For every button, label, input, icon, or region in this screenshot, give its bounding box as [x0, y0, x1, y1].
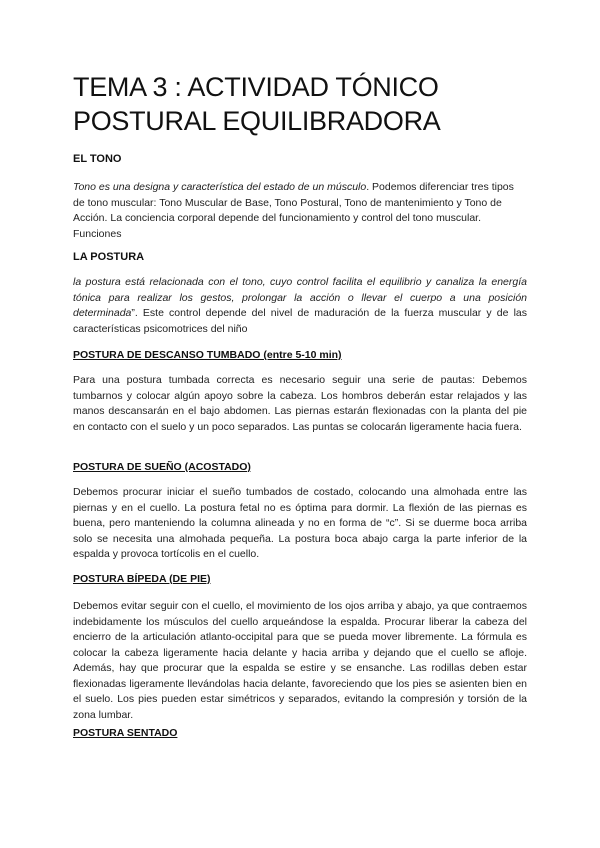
subheading-sentado: POSTURA SENTADO: [73, 727, 178, 739]
paragraph-sueno: Debemos procurar iniciar el sueño tumbados de costado, colocando una almohada entre las piernas y en el cuello. La postura fetal no es óptima para dormir. La flexión de las piernas es buena, pero manteniendo la columna alineada y no en forma de “c”. Si se duerme boca arriba solo se necesita una almohada pequeña. La postura boca abajo carga la parte inferior de la espalda y provoca tortícolis en el cuello.: [73, 486, 527, 560]
paragraph-descanso: Para una postura tumbada correcta es necesario seguir una serie de pautas: Debemos tumbarnos y colocar algún apoyo sobre la cabeza. Los hombros deberán estar relajados y las manos descansarán en el bajo abdomen. Las piernas estarán flexionadas con la planta del pie en contacto con el suelo y un poco separados. Las puntas se colocarán ligeramente hacia fuera.: [73, 374, 527, 433]
tono-body: . Podemos diferenciar tres tipos de tono muscular: Tono Muscular de Base, Tono Postural, Tono de mantenimiento y Tono de Acción. La conciencia corporal depende del funcionamiento y control del tono muscular. Funciones: [73, 181, 514, 240]
paragraph-tono: [73, 180, 527, 242]
tono-intro-italic: Tono es una designa y característica del estado de un músculo: [73, 181, 367, 193]
subheading-bipeda: POSTURA BÍPEDA (DE PIE): [73, 573, 211, 585]
paragraph-postura: [73, 275, 527, 337]
section-heading-postura: LA POSTURA: [73, 251, 145, 263]
postura-intro-italic: la postura está relacionada con el tono, cuyo control facilita el equilibrio y canaliza la energía tónica para realizar los gestos, prolongar la acción o llevar el cuerpo a una posición determinada: [73, 276, 527, 319]
document-title: TEMA 3 : ACTIVIDAD TÓNICO POSTURAL EQUILIBRADORA: [73, 72, 441, 136]
section-heading-tono: EL TONO: [73, 153, 122, 165]
subheading-descanso: POSTURA DE DESCANSO TUMBADO (entre 5-10 min): [73, 349, 342, 361]
subheading-sueno: POSTURA DE SUEÑO (ACOSTADO): [73, 461, 251, 473]
postura-body: ”. Este control depende del nivel de maduración de la fuerza muscular y de las características psicomotrices del niño: [73, 307, 527, 335]
paragraph-bipeda: Debemos evitar seguir con el cuello, el movimiento de los ojos arriba y abajo, ya que contraemos indebidamente los músculos del cuello arqueándose la espalda. Procurar liberar la cabeza del encierro de la articulación atlanto-occipital para que se pueda mover libremente. La fórmula es colocar la cabeza ligeramente hacia delante y hacia arriba y dejando que el cuello se afloje. Además, hay que procurar que la espalda se estire y se ensanche. Las rodillas deben estar flexionadas ligeramente llevándolas hacia delante, favoreciendo que los pies se asienten bien en el suelo. Los pies pueden estar simétricos y separados, evitando la compresión y torsión de la zona lumbar.: [73, 600, 527, 721]
